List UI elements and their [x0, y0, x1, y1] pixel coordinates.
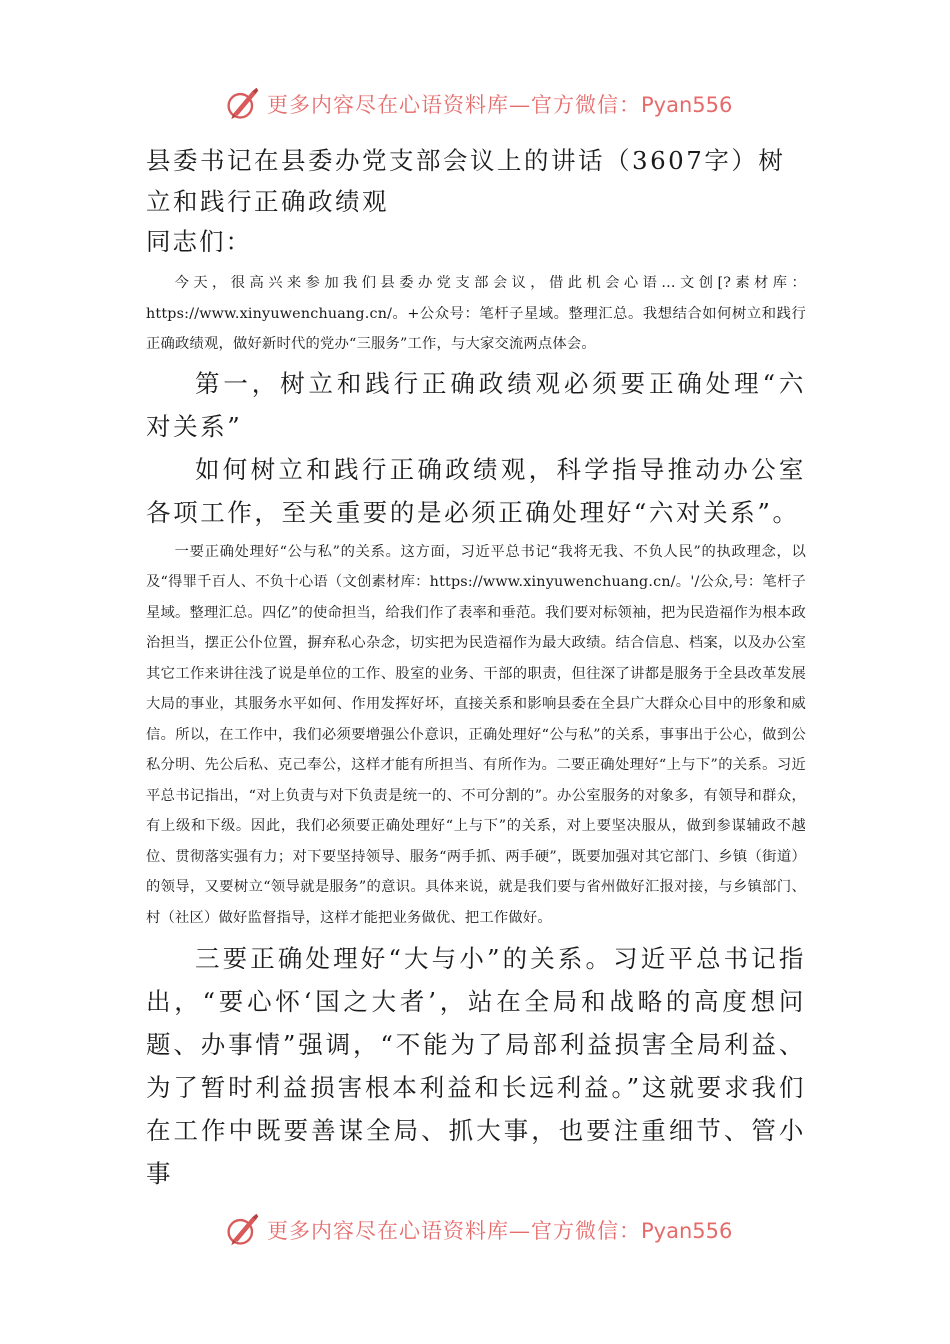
footer-banner [225, 1210, 745, 1250]
document-body [146, 140, 806, 1195]
lead-paragraph: 如何树立和践行正确政绩观，科学指导推动办公室各项工作，至关重要的是必须正确处理好“六对关系”。 [146, 454, 806, 527]
greeting: 同志们： [146, 227, 252, 256]
pen-logo-icon [225, 1212, 261, 1248]
banner-text: 更多内容尽在心语资料库—官方微信：Pyan556 [267, 1219, 733, 1243]
banner-wechat-id: Pyan556 [641, 1219, 733, 1243]
body-paragraph: 一要正确处理好“公与私”的关系。这方面，习近平总书记“我将无我、不负人民”的执政理念，以及“得罪千百人、不负十心语（文创素材库：https://www.xinyuwenchuang.cn/。'/公众,号：笔杆子星域。整理汇总。四亿”的使命担当，给我们作了表率和垂范。我们要对标领袖，把为民造福作为根本政治担当，摆正公仆位置，摒弃私心杂念，切实把为民造福作为最大政绩。结合信息、档案，以及办公室其它工作来讲往浅了说是单位的工作、股室的业务、干部的职责，但往深了讲都是服务于全县改革发展大局的事业，其服务水平如何、作用发挥好坏，直接关系和影响县委在全县广大群众心目中的形象和威信。所以，在工作中，我们必须要增强公仆意识，正确处理好“公与私”的关系，事事出于公心，做到公私分明、先公后私、克己奉公，这样才能有所担当、有所作为。二要正确处理好“上与下”的关系。习近平总书记指出，“对上负责与对下负责是统一的、不可分割的”。办公室服务的对象多，有领导和群众，有上级和下级。因此，我们必须要正确处理好“上与下”的关系，对上要坚决服从，做到参谋辅政不越位、贯彻落实强有力；对下要坚持领导、服务“两手抓、两手硬”，既要加强对其它部门、乡镇（街道）的领导，又要树立“领导就是服务”的意识。具体来说，就是我们要与省州做好汇报对接，与乡镇部门、村（社区）做好监督指导，这样才能把业务做优、把工作做好。 [146, 543, 806, 926]
intro-paragraph: 今天，很高兴来参加我们县委办党支部会议，借此机会心语…文创[?素材库：https://www.xinyuwenchuang.cn/。+公众号：笔杆子星域。整理汇总。我想结合如何树立和践行正确政绩观，做好新时代的党办“三服务”工作，与大家交流两点体会。 [146, 275, 806, 352]
banner-wechat-id: Pyan556 [641, 93, 733, 117]
section-heading: 第一，树立和践行正确政绩观必须要正确处理“六对关系” [146, 368, 806, 441]
pen-logo-icon [225, 86, 261, 122]
header-banner [225, 84, 745, 124]
document-title: 县委书记在县委办党支部会议上的讲话（3607字）树立和践行正确政绩观 [146, 146, 786, 216]
body-paragraph-large: 三要正确处理好“大与小”的关系。习近平总书记指出，“要心怀‘国之大者’，站在全局和战略的高度想问题、办事情”强调，“不能为了局部利益损害全局利益、为了暂时利益损害根本利益和长远利益。”这就要求我们在工作中既要善谋全局、抓大事，也要注重细节、管小事 [146, 944, 806, 1188]
banner-text: 更多内容尽在心语资料库—官方微信：Pyan556 [267, 93, 733, 117]
